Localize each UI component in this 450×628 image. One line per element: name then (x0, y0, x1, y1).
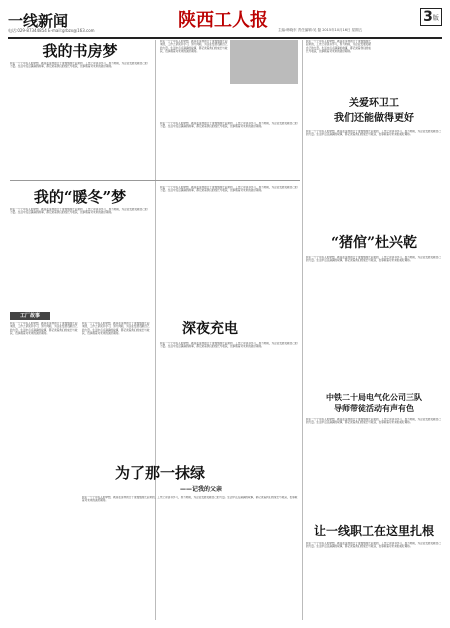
article-body: 我们一个个年轻人的梦想，就是在这样的日子里慢慢成长起来的，工作之余读书学习，努力向前，为企业发展贡献自己的力量。生活中点点滴滴的故事，都记录着我们的成长与收获，也承载着对未来的美好期待。 (306, 256, 441, 263)
article-body: 我们一个个年轻人的梦想，就是在这样的日子里慢慢成长起来的，工作之余读书学习，努力向前，为企业发展贡献自己的力量。生活中点点滴滴的故事，都记录着我们的成长与收获，也承载着对未来的美好期待。 (306, 418, 441, 425)
page-number: 3 (423, 9, 433, 25)
page-label: 版 (432, 14, 439, 22)
headline-mentorship: 中铁二十局电气化公司三队 导师带徒活动有声有色 (326, 392, 422, 413)
article-body: 我们一个个年轻人的梦想，就是在这样的日子里慢慢成长起来的，工作之余读书学习，努力向前，为企业发展贡献自己的力量。生活中点点滴滴的故事，都记录着我们的成长与收获，也承载着对未来的美好期待。 (82, 496, 298, 503)
headline-warm-winter: 我的“暖冬”梦 (33, 188, 127, 206)
article-body: 我们一个个年轻人的梦想，就是在这样的日子里慢慢成长起来的，工作之余读书学习，努力向前，为企业发展贡献自己的力量。生活中点点滴滴的故事，都记录着我们的成长与收获，也承载着对未来的美好期待。 (10, 322, 78, 336)
section-name: 一线新闻 (8, 12, 69, 28)
article-body: 我们一个个年轻人的梦想，就是在这样的日子里慢慢成长起来的，工作之余读书学习，努力向前，为企业发展贡献自己的力量。生活中点点滴滴的故事，都记录着我们的成长与收获，也承载着对未来的美好期待。 (10, 208, 148, 215)
masthead: 陕西工人报 (178, 10, 268, 31)
headline-frontline: 让一线职工在这里扎根 (313, 524, 434, 538)
header-rule (8, 37, 442, 39)
kicker-label: 工厂故事 (10, 312, 50, 320)
headline-charging: 深夜充电 (182, 321, 238, 337)
article-body: 我们一个个年轻人的梦想，就是在这样的日子里慢慢成长起来的，工作之余读书学习，努力向前，为企业发展贡献自己的力量。生活中点点滴滴的故事，都记录着我们的成长与收获，也承载着对未来的美好期待。 (160, 122, 298, 129)
contact-info: 电话:029-87344854 E-mail:grbzx@163.com (8, 28, 95, 33)
headline-green-subtitle: ——记我的父亲 (180, 486, 223, 493)
worker-photo (230, 40, 298, 84)
article-body: 我们一个个年轻人的梦想，就是在这样的日子里慢慢成长起来的，工作之余读书学习，努力向前，为企业发展贡献自己的力量。生活中点点滴滴的故事，都记录着我们的成长与收获，也承载着对未来的美好期待。 (306, 130, 441, 137)
article-body: 我们一个个年轻人的梦想，就是在这样的日子里慢慢成长起来的，工作之余读书学习，努力向前，为企业发展贡献自己的力量。生活中点点滴滴的故事，都记录着我们的成长与收获，也承载着对未来的美好期待。 (160, 342, 298, 349)
headline-pig-farmer: “猪倌”杜兴乾 (330, 235, 418, 251)
article-body: 我们一个个年轻人的梦想，就是在这样的日子里慢慢成长起来的，工作之余读书学习，努力向前，为企业发展贡献自己的力量。生活中点点滴滴的故事，都记录着我们的成长与收获，也承载着对未来的美好期待。 (160, 186, 298, 193)
headline-sanitation: 关爱环卫工 我们还能做得更好 (334, 98, 414, 124)
headline-book-dream: 我的书房梦 (42, 42, 118, 60)
article-body: 我们一个个年轻人的梦想，就是在这样的日子里慢慢成长起来的，工作之余读书学习，努力向前，为企业发展贡献自己的力量。生活中点点滴滴的故事，都记录着我们的成长与收获，也承载着对未来的美好期待。 (306, 40, 371, 54)
headline-green: 为了那一抹绿 (114, 464, 205, 482)
article-body: 我们一个个年轻人的梦想，就是在这样的日子里慢慢成长起来的，工作之余读书学习，努力向前，为企业发展贡献自己的力量。生活中点点滴滴的故事，都记录着我们的成长与收获，也承载着对未来的美好期待。 (160, 40, 228, 54)
article-body: 我们一个个年轻人的梦想，就是在这样的日子里慢慢成长起来的，工作之余读书学习，努力向前，为企业发展贡献自己的力量。生活中点点滴滴的故事，都记录着我们的成长与收获，也承载着对未来的美好期待。 (82, 322, 150, 336)
article-body: 我们一个个年轻人的梦想，就是在这样的日子里慢慢成长起来的，工作之余读书学习，努力向前，为企业发展贡献自己的力量。生活中点点滴滴的故事，都记录着我们的成长与收获，也承载着对未来的美好期待。 (306, 542, 441, 549)
page-header (8, 6, 442, 36)
article-body: 我们一个个年轻人的梦想，就是在这样的日子里慢慢成长起来的，工作之余读书学习，努力向前，为企业发展贡献自己的力量。生活中点点滴滴的故事，都记录着我们的成长与收获，也承载着对未来的美好期待。 (10, 62, 148, 69)
issue-info: 主编:韩晓东 责任编辑:吴 磊 2015年10月16日 星期五 (278, 28, 363, 32)
column-divider (302, 40, 303, 620)
page-number-box (420, 8, 442, 26)
section-rule (10, 180, 300, 181)
